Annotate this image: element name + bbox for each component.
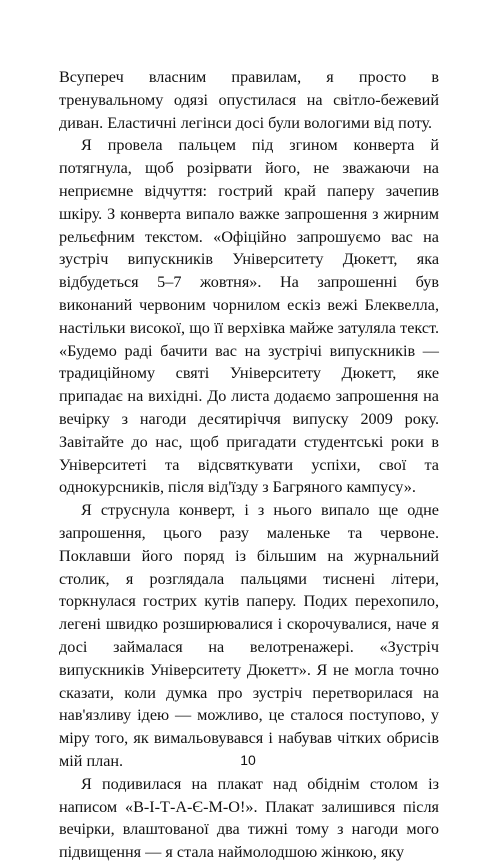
page-number: 10 xyxy=(240,752,256,768)
paragraph-2: Я провела пальцем під згином конверта й потягнула, щоб розірвати його, не зважаючи на неприємне відчуття: гострий край паперу зачепив шкіру. З конверта випало важке запрошення з жирним рельєфним текстом. «Офіційно запрошуємо вас на зустріч випускників Університету Дюкетт, яка відбудеться 5–7 жовтня». На запрошенні був виконаний червоним чорнилом ескіз вежі Блеквелла, настільки високої, що її верхівка майже затуляла текст. «Будемо раді бачити вас на зустрічі випускників — традиційному святі Університету Дюкетт, яке припадає на вихідні. До листа додаємо запрошення на вечірку з нагоди десятиріччя випуску 2009 року. Завітайте до нас, щоб пригадати студентські роки в Університеті та відсвяткувати успіхи, свої та однокурсників, після від'їзду з Багряного кампусу». xyxy=(59,136,439,497)
paragraph-4: Я подивилася на плакат над обіднім столом із написом «В-І-Т-А-Є-М-О!». Плакат залишився після вечірки, влаштованої два тижні тому з нагоди мого підвищення — я стала наймолодшою жінкою, яку xyxy=(59,774,439,862)
paragraph-3: Я струснула конверт, і з нього випало ще одне запрошення, цього разу маленьке та червоне. Поклавши його поряд із більшим на журнальний столик, я розглядала пальцями тиснені літери, торкнулася гострих кутів паперу. Подих перехопило, легені швидко розширювалися і скорочувалися, наче я досі займалася на велотренажері. «Зустріч випускників Університету Дюкетт». Я не могла точно сказати, коли думка про зустріч перетворилася на нав'язливу ідею — можливо, це сталося поступово, у міру того, як вимальовувався і набував чітких обрисів мій план. xyxy=(59,501,439,770)
document-page xyxy=(59,66,439,864)
paragraph-1: Всупереч власним правилам, я просто в тренувальному одязі опустилася на світло-бежевий диван. Еластичні легінси досі були вологими від поту. xyxy=(59,68,439,132)
